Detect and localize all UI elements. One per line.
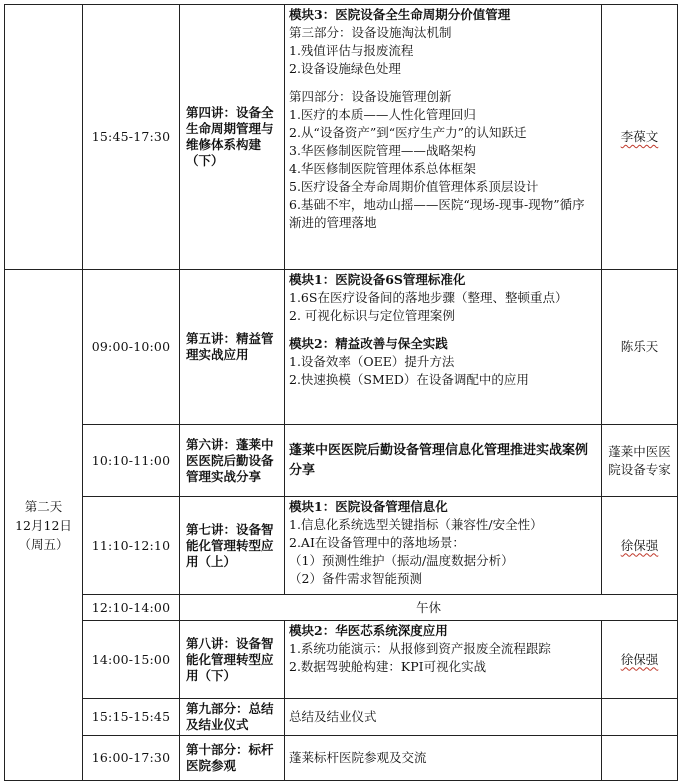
- content-line: 1.设备效率（OEE）提升方法: [289, 354, 455, 369]
- teacher-cell-empty: [602, 699, 678, 736]
- content-cell: [285, 621, 602, 699]
- module-heading: 模块1：医院设备管理信息化: [289, 499, 448, 514]
- schedule-row: [5, 270, 678, 425]
- content-line: 2. 可视化标识与定位管理案例: [289, 308, 455, 323]
- content-line: 4.华医修制医院管理体系总体框架: [289, 161, 476, 176]
- schedule-row: [5, 699, 678, 736]
- teacher-cell: [602, 5, 678, 270]
- lecture-title: 第四讲：设备全生命周期管理与维修体系构建（下）: [180, 5, 285, 270]
- schedule-row: [5, 425, 678, 497]
- day-cell-empty: [5, 5, 83, 270]
- content-line: 1.系统功能演示：从报修到资产报废全流程跟踪: [289, 641, 551, 656]
- lecture-title: 第十部分：标杆医院参观: [180, 736, 285, 781]
- lecture-title: 第七讲：设备智能化管理转型应用（上）: [180, 497, 285, 595]
- day-cell: [5, 270, 83, 781]
- day-label: 第二天: [24, 498, 63, 514]
- content-line: 1.医疗的本质——人性化管理回归: [289, 107, 476, 122]
- module-heading: 模块2：精益改善与保全实践: [289, 336, 448, 351]
- content-line: （1）预测性维护（振动/温度数据分析）: [289, 553, 514, 568]
- lunch-break-cell: 午休: [180, 595, 678, 621]
- time-cell: 14:00-15:00: [83, 621, 180, 699]
- lecture-title: 第八讲：设备智能化管理转型应用（下）: [180, 621, 285, 699]
- module-heading: 模块2：华医芯系统深度应用: [289, 623, 448, 638]
- lecture-title: 第五讲：精益管理实战应用: [180, 270, 285, 425]
- teacher-name: 徐保强: [620, 651, 659, 667]
- time-cell: 11:10-12:10: [83, 497, 180, 595]
- time-cell: 15:15-15:45: [83, 699, 180, 736]
- content-line: 5.医疗设备全寿命周期价值管理体系顶层设计: [289, 179, 539, 194]
- section-title: 第四部分：设备设施管理创新: [289, 89, 452, 104]
- content-cell: 蓬莱中医医院后勤设备管理信息化管理推进实战案例分享: [285, 425, 602, 497]
- day-date: 12月12日: [15, 517, 72, 533]
- day-weekday: （周五）: [18, 536, 69, 552]
- content-line: 1.残值评估与报废流程: [289, 43, 414, 58]
- content-line: 1.6S在医疗设备间的落地步骤（整理、整顿重点）: [289, 290, 568, 305]
- teacher-cell-empty: [602, 736, 678, 781]
- teacher-cell: 蓬莱中医医院设备专家: [602, 425, 678, 497]
- module-heading: 模块1：医院设备6S管理标准化: [289, 272, 466, 287]
- content-cell: [285, 5, 602, 270]
- schedule-table: [4, 4, 678, 781]
- teacher-cell: [602, 621, 678, 699]
- schedule-row: [5, 595, 678, 621]
- lecture-title: 第九部分：总结及结业仪式: [180, 699, 285, 736]
- content-line: 2.数据驾驶舱构建：KPI可视化实战: [289, 659, 487, 674]
- content-cell: [285, 497, 602, 595]
- teacher-cell: [602, 497, 678, 595]
- schedule-row: [5, 5, 678, 270]
- time-cell: 15:45-17:30: [83, 5, 180, 270]
- time-cell: 10:10-11:00: [83, 425, 180, 497]
- content-line: 3.华医修制医院管理——战略架构: [289, 143, 476, 158]
- teacher-cell: 陈乐天: [602, 270, 678, 425]
- content-cell: 蓬莱标杆医院参观及交流: [285, 736, 602, 781]
- content-line: 2.设备设施绿色处理: [289, 61, 401, 76]
- module-heading: 模块3：医院设备全生命周期分价值管理: [289, 7, 511, 22]
- schedule-row: [5, 736, 678, 781]
- content-line: 第三部分：设备设施淘汰机制: [289, 25, 452, 40]
- content-line: 2.AI在设备管理中的落地场景：: [289, 535, 465, 550]
- content-line: （2）备件需求智能预测: [289, 571, 422, 586]
- time-cell: 09:00-10:00: [83, 270, 180, 425]
- teacher-name: 徐保强: [620, 537, 659, 553]
- teacher-name: 李葆文: [620, 129, 659, 144]
- schedule-row: [5, 621, 678, 699]
- schedule-row: [5, 497, 678, 595]
- content-line: 6.基础不牢，地动山摇——医院“现场-现事-现物”循序渐进的管理落地: [289, 197, 585, 230]
- content-line: 1.信息化系统选型关键指标（兼容性/安全性）: [289, 517, 543, 532]
- lecture-title: 第六讲：蓬莱中医医院后勤设备管理实战分享: [180, 425, 285, 497]
- content-line: 2.快速换模（SMED）在设备调配中的应用: [289, 372, 529, 387]
- time-cell: 16:00-17:30: [83, 736, 180, 781]
- content-cell: [285, 270, 602, 425]
- content-line: 2.从“设备资产”到“医疗生产力”的认知跃迁: [289, 125, 527, 140]
- time-cell: 12:10-14:00: [83, 595, 180, 621]
- content-cell: 总结及结业仪式: [285, 699, 602, 736]
